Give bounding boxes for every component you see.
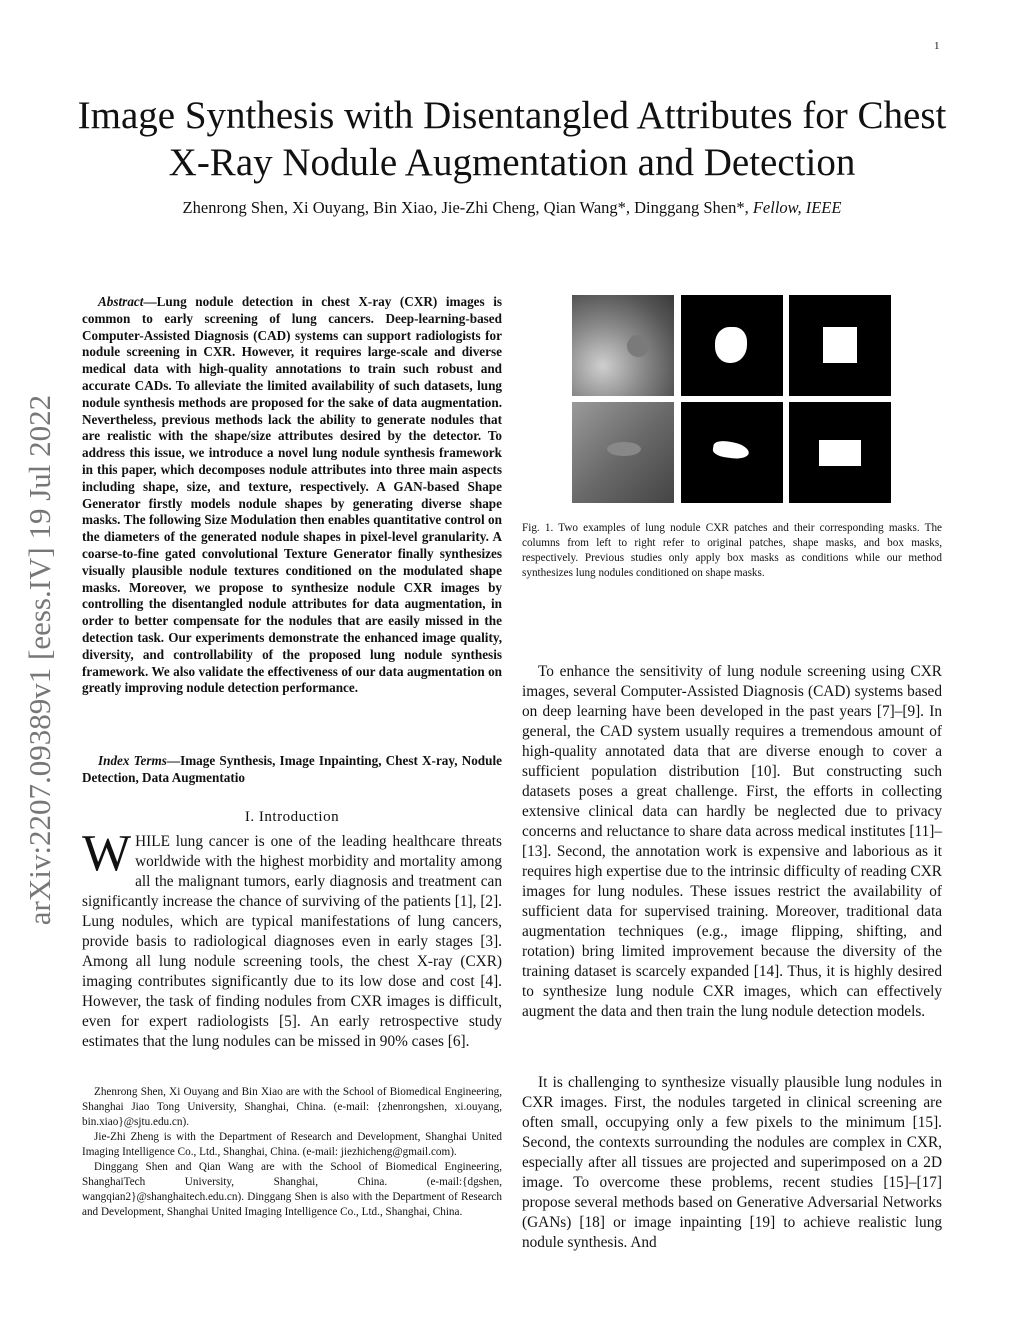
abstract-text: —Lung nodule detection in chest X-ray (CXR) images is common to early screening of lung cancers. Deep-learning-based Computer-Assisted Diagnosis (CAD) systems can support radiologists for nodule screening in CXR. However, it requires large-scale and diverse medical data with high-quality annotations to train such robust and accurate CADs. To alleviate the limited availability of such datasets, lung nodule synthesis methods are proposed for the sake of data augmentation. Nevertheless, previous methods lack the ability to generate nodules that are realistic with the shape/size attributes desired by the detector. To address this issue, we introduce a novel lung nodule synthesis framework in this paper, which decomposes nodule attributes into three main aspects including shape, size, and texture, respectively. A GAN-based Shape Generator firstly models nodule shapes by generating diverse shape masks. The following Size Modulation then enables quantitative control on the diameters of the generated nodule shapes in pixel-level granularity. A coarse-to-fine gated convolutional Texture Generator finally synthesizes visually plausible nodule textures conditioned on the modulated shape masks. Moreover, we propose to synthesize nodule CXR images by controlling the disentangled nodule attributes for data augmentation, in order to better compensate for the nodules that are easily missed in the detection task. Our experiments demonstrate the enhanced image quality, diversity, and controllability of the proposed lung nodule synthesis framework. We also validate the effectiveness of our data augmentation on greatly improving nodule detection performance. <box>82 294 502 696</box>
index-label: Index Terms <box>98 753 167 768</box>
abstract-label: Abstract <box>98 294 144 309</box>
arxiv-stamp: arXiv:2207.09389v1 [eess.IV] 19 Jul 2022 <box>22 394 57 926</box>
page-number: 1 <box>934 40 940 52</box>
author-list <box>60 198 964 218</box>
footnote: Dinggang Shen and Qian Wang are with the School of Biomedical Engineering, ShanghaiTech University, Shanghai, China. (e-mail:{dgshen, wangqian2}@shanghaitech.edu.cn). Dinggang Shen is also with the Department of Research and Development, Shanghai United Imaging Intelligence Co., Ltd., Shanghai, China. <box>82 1161 502 1218</box>
footnotes <box>82 1085 502 1220</box>
index-terms <box>82 753 502 787</box>
box-mask-1 <box>789 295 891 396</box>
index-text: —Image Synthesis, Image Inpainting, Chest X-ray, Nodule Detection, Data Augmentatio <box>82 753 502 785</box>
paper-title: Image Synthesis with Disentangled Attributes for Chest X-Ray Nodule Augmentation and Detection <box>77 94 947 184</box>
body-paragraph: To enhance the sensitivity of lung nodule screening using CXR images, several Computer-Assisted Diagnosis (CAD) systems based on deep learning have been developed in the past years [7]–[9]. In general, the CAD system usually requires a tremendous amount of high-quality annotated data that are diverse enough to cover a sufficient population distribution [10]. But constructing such datasets poses a great challenge. First, the efforts in collecting extensive clinical data can hardly be neglected due to privacy concerns and reluctance to share data across medical institutes [11]–[13]. Second, the annotation work is expensive and laborious as it requires high expertise due to the intrinsic difficulty of reading CXR images for lung nodules. These issues restrict the availability of sufficient data for supervised training. Moreover, traditional data augmentation techniques (e.g., image flipping, shifting, and rotation) bring limited improvement because the diversity of the training dataset is scarcely expanded [14]. Thus, it is highly desired to synthesize lung nodule CXR images, which can effectively augment the data and then train the lung nodule detection models. <box>522 663 942 1020</box>
cxr-patch-2 <box>572 402 674 503</box>
box-mask-2 <box>789 402 891 503</box>
abstract <box>82 294 502 697</box>
cxr-patch-1 <box>572 295 674 396</box>
figure-1 <box>572 295 892 503</box>
authors-suffix: Fellow, IEEE <box>752 198 842 217</box>
intro-paragraph <box>82 825 502 1052</box>
drop-cap: W <box>82 825 132 882</box>
authors: Zhenrong Shen, Xi Ouyang, Bin Xiao, Jie-Zhi Cheng, Qian Wang*, Dinggang Shen*, <box>182 198 749 217</box>
intro-text: HILE lung cancer is one of the leading healthcare threats worldwide with the highest morbidity and mortality among all the malignant tumors, early diagnosis and treatment can significantly increase the chance of surviving of the patients [1], [2]. Lung nodules, which are typical manifestations of lung cancers, provide basis to radiological diagnoses even in early stages [3]. Among all lung nodule screening tools, the chest X-ray (CXR) imaging contributes significantly due to its low dose and cost [4]. However, the task of finding nodules from CXR images is difficult, even for expert radiologists [5]. An early retrospective study estimates that the lung nodules can be missed in 90% cases [6]. <box>82 833 502 1050</box>
shape-mask-2 <box>681 402 783 503</box>
shape-mask-1 <box>681 295 783 396</box>
footnote: Jie-Zhi Zheng is with the Department of Research and Development, Shanghai United Imaging Intelligence Co., Ltd., Shanghai, China. (e-mail: jiezhicheng@gmail.com). <box>82 1131 502 1158</box>
figure-caption: Fig. 1. Two examples of lung nodule CXR patches and their corresponding masks. The columns from left to right refer to original patches, shape masks, and box masks, respectively. Previous studies only apply box masks as conditions while our method synthesizes lung nodules conditioned on shape masks. <box>522 522 942 579</box>
body-paragraph: It is challenging to synthesize visually plausible lung nodules in CXR images. First, the nodules targeted in clinical screening are often small, occupying only a few pixels to the minimum [15]. Second, the contexts surrounding the nodules are complex in CXR, especially after all tissues are projected and superimposed on a 2D image. To overcome these problems, recent studies [15]–[17] propose several methods based on Generative Adversarial Networks (GANs) [18] or image inpainting [19] to achieve realistic lung nodule synthesis. And <box>522 1074 942 1251</box>
section-heading: I. Introduction <box>244 809 340 825</box>
footnote: Zhenrong Shen, Xi Ouyang and Bin Xiao are with the School of Biomedical Engineering, Shanghai Jiao Tong University, Shanghai, China. (e-mail: {zhenrongshen, xi.ouyang, bin.xiao}@sjtu.edu.cn). <box>82 1086 502 1128</box>
